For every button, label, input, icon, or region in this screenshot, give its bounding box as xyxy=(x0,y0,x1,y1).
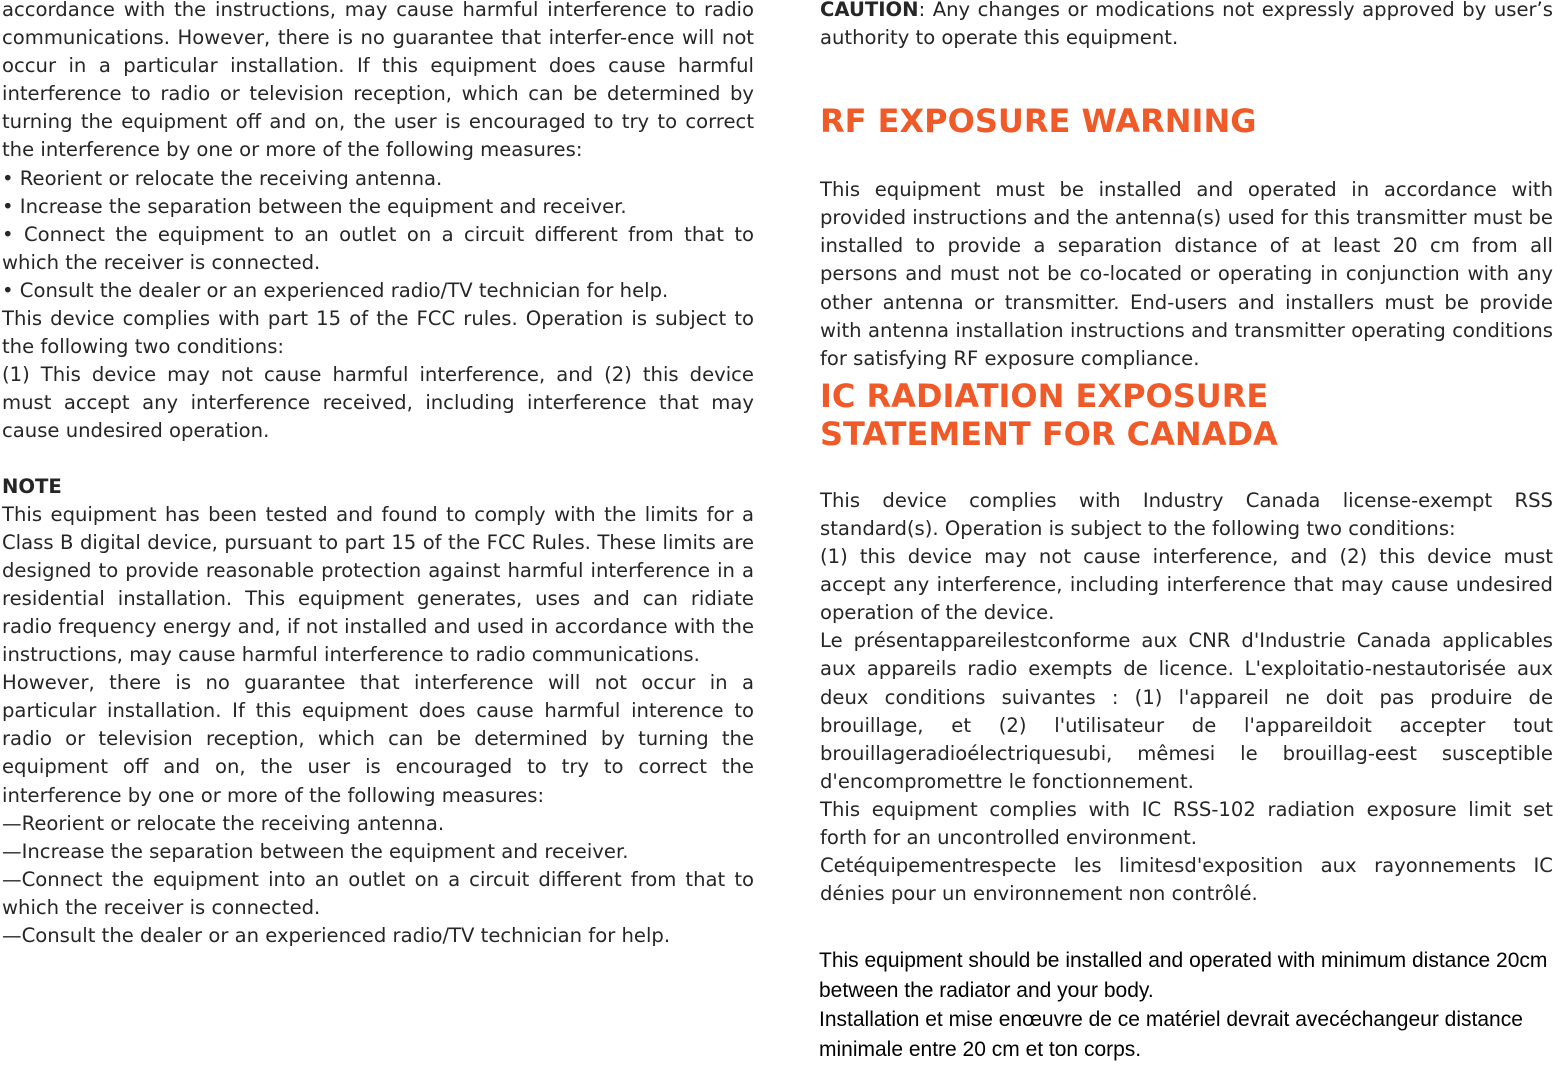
right-column xyxy=(820,0,1553,908)
ic-rss102-paragraph: This equipment complies with IC RSS-102 radiation exposure limit set forth for an uncontrolled environment. xyxy=(820,797,1553,849)
part15-text: This device complies with part 15 of the FCC rules. Operation is subject to the following two conditions: xyxy=(2,307,754,359)
dash-item: —Connect the equipment into an outlet on a circuit different from that to which the receiver is connected. xyxy=(2,867,754,919)
ic-heading-line1: IC RADIATION EXPOSURE xyxy=(820,376,1269,415)
conditions-text: (1) This device may not cause harmful interference, and (2) this device must accept any interference received, including interference that may cause undesired operation. xyxy=(2,363,754,443)
ic-paragraph: (1) this device may not cause interference, and (2) this device must accept any interference, including interference that may cause undesired operation of the device. xyxy=(820,545,1553,625)
note-paragraph: However, there is no guarantee that interference will not occur in a particular installation. If this equipment does cause harmful interence to radio or television reception, which can be determined by turning the equipment off and on, the user is encouraged to try to correct the interference by one or more of the following measures: xyxy=(2,671,754,807)
caution-paragraph xyxy=(820,0,1553,52)
dash-item: —Reorient or relocate the receiving antenna. xyxy=(2,811,445,835)
note-paragraph: This equipment has been tested and found to comply with the limits for a Class B digital device, pursuant to part 15 of the FCC Rules. These limits are designed to provide reasonable protection against harmful interference in a residential installation. This equipment generates, uses and can ridiate radio frequency energy and, if not installed and used in accordance with the instructions, may cause harmful interference to radio communications. xyxy=(2,502,754,667)
ic-paragraph: This device complies with Industry Canada license-exempt RSS standard(s). Operation is subject to the following two conditions: xyxy=(820,488,1553,540)
caution-text: : Any changes or modications not expressly approved by user’s authority to operate this equipment. xyxy=(820,0,1553,50)
bullet-item: • Increase the separation between the equipment and receiver. xyxy=(2,194,627,218)
bullet-item: • Reorient or relocate the receiving antenna. xyxy=(2,166,443,190)
bullet-item: • Connect the equipment to an outlet on a circuit different from that to which the receiver is connected. xyxy=(2,222,754,274)
fcc-continued-text: accordance with the instructions, may cause harmful interference to radio communications. However, there is no guarantee that interfer-ence will not occur in a particular installation. If this equipment does cause harmful interference to radio or television reception, which can be determined by turning the equipment off and on, the user is encouraged to try to correct the interference by one or more of the following measures: xyxy=(2,0,754,162)
bullet-item: • Consult the dealer or an experienced radio/TV technician for help. xyxy=(2,278,669,302)
rf-exposure-heading: RF EXPOSURE WARNING xyxy=(820,102,1257,141)
dash-item: —Consult the dealer or an experienced radio/TV technician for help. xyxy=(2,924,671,947)
distance-english: This equipment should be installed and operated with minimum distance 20cm between the radiator and your body. xyxy=(819,949,1548,1002)
distance-french: Installation et mise enœuvre de ce matériel devrait avecéchangeur distance minimale entre 20 cm et ton corps. xyxy=(819,1008,1523,1061)
ic-heading-line2: STATEMENT FOR CANADA xyxy=(820,414,1278,453)
rf-exposure-text: This equipment must be installed and operated in accordance with provided instructions and the antenna(s) used for this transmitter must be installed to provide a separation distance of at least 20 cm from all persons and must not be co-located or operating in conjunction with any other antenna or transmitter. End-users and installers must be provide with antenna installation instructions and transmitter operating conditions for satisfying RF exposure compliance. xyxy=(820,178,1553,370)
ic-french-paragraph: Le présentappareilestconforme aux CNR d'Industrie Canada applicables aux appareils radio exempts de licence. L'exploitatio-nestautorisée aux deux conditions suivantes : (1) l'appareil ne doit pas produire de brouillage, et (2) l'utilisateur de l'appareildoit accepter tout brouillageradioélectriquesubi, mêmesi le brouillag-eest susceptible d'encompromettre le fonctionnement. xyxy=(820,629,1553,793)
note-heading: NOTE xyxy=(2,474,62,498)
ic-rss102-french-paragraph: Cetéquipementrespecte les limitesd'exposition aux rayonnements IC dénies pour un environnement non contrôlé. xyxy=(820,854,1553,906)
dash-item: —Increase the separation between the equipment and receiver. xyxy=(2,839,629,863)
caution-label: CAUTION xyxy=(820,0,919,21)
left-column xyxy=(2,0,754,950)
distance-notice xyxy=(819,946,1553,1064)
